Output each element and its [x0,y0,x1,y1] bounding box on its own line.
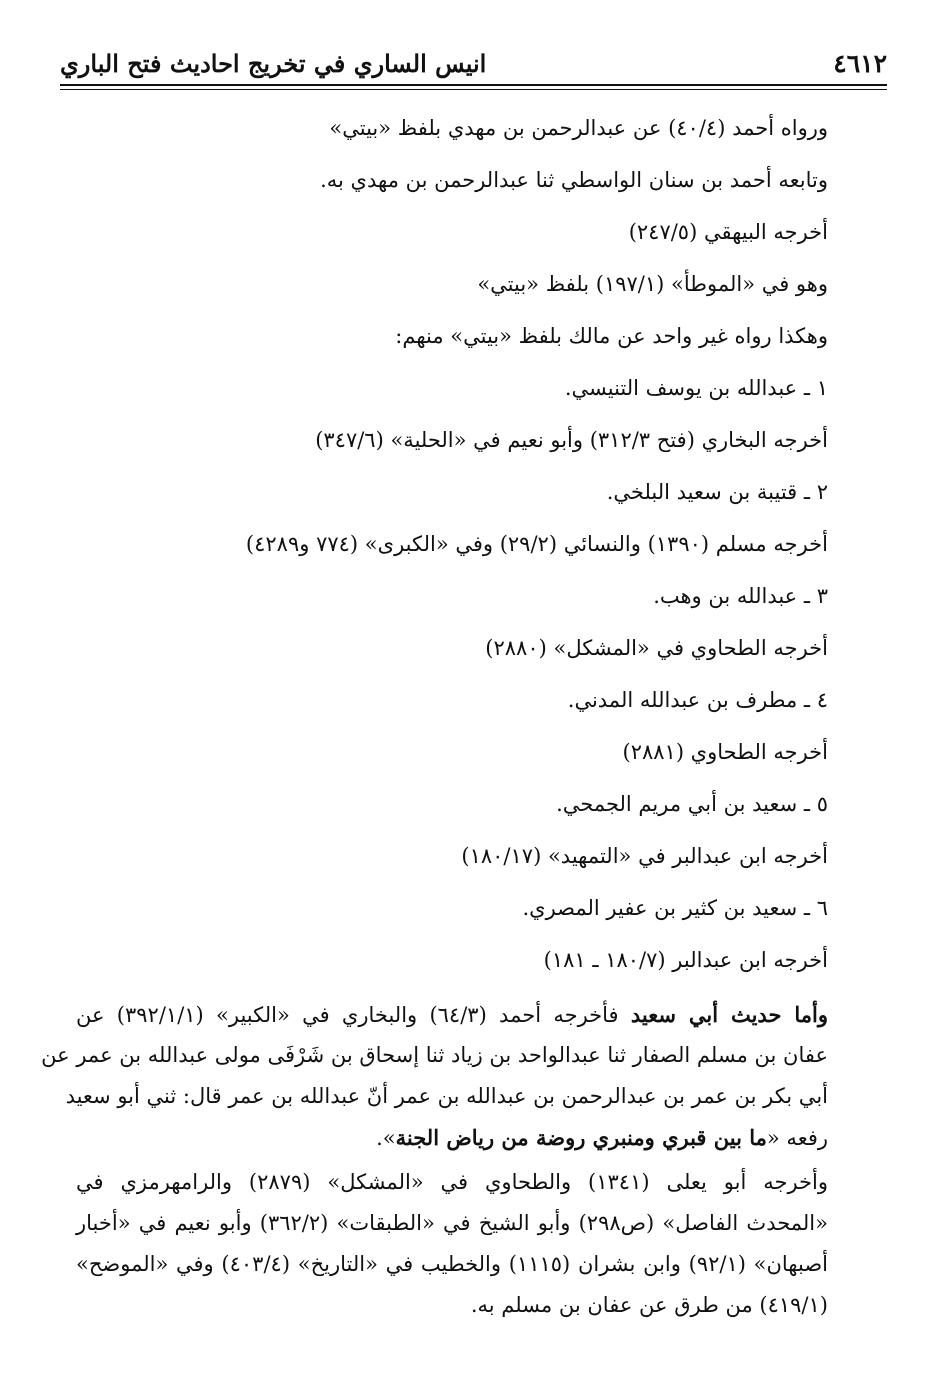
text-line: أخرجه الطحاوي في «المشكل» (٢٨٨٠) [485,636,828,660]
text-line: أخرجه مسلم (١٣٩٠) والنسائي (٢٩/٢) وفي «الكبرى» (٧٧٤ و٤٢٨٩) [245,532,828,556]
list-item-heading: ٤ ـ مطرف بن عبدالله المدني. [567,688,828,712]
text-line: أخرجه البيهقي (٢٤٧/٥) [628,220,828,244]
page-body [76,102,828,986]
list-item-heading: ٢ ـ قتيبة بن سعيد البلخي. [606,480,828,504]
text-line: أخرجه الطحاوي (٢٨٨١) [622,740,828,764]
text-line: أخرجه ابن عبدالبر في «التمهيد» (١٨٠/١٧) [461,844,828,868]
running-title: انيس الساري في تخريج احاديث فتح الباري [60,49,487,78]
page-header [60,44,887,88]
paragraph-text: ». [376,1126,396,1150]
paragraph-line: وأخرجه أبو يعلى (١٣٤١) والطحاوي في «المشكل» (٢٨٧٩) والرامهرمزي في [76,1170,828,1194]
text-line: وتابعه أحمد بن سنان الواسطي ثنا عبدالرحمن بن مهدي به. [320,168,828,192]
text-line: ورواه أحمد (٤٠/٤) عن عبدالرحمن بن مهدي بلفظ «بيتي» [329,116,828,140]
paragraph-line: «المحدث الفاصل» (ص٢٩٨) وأبو الشيخ في «الطبقات» (٣٦٢/٢) وأبو نعيم في «أخبار [76,1211,828,1235]
paragraph-line: أصبهان» (٩٢/١) وابن بشران (١١١٥) والخطيب في «التاريخ» (٤٠٣/٤) وفي «الموضح» [76,1252,828,1276]
paragraph-line [76,994,828,1035]
paragraph-line: (٤١٩/١) من طرق عن عفان بن مسلم به. [470,1293,828,1317]
page-number: ٤٦١٢ [833,49,887,78]
paragraph-line [76,1117,828,1158]
paragraph-line: أبي بكر بن عمر بن عبدالرحمن بن عبدالله بن عمر أنّ عبدالله بن عمر قال: ثني أبو سعيد [65,1084,828,1108]
list-item-heading: ٦ ـ سعيد بن كثير بن عفير المصري. [522,896,828,920]
text-line: وهكذا رواه غير واحد عن مالك بلفظ «بيتي» منهم: [395,324,828,348]
text-line: أخرجه البخاري (فتح ٣١٢/٣) وأبو نعيم في «الحلية» (٣٤٧/٦) [315,428,828,452]
paragraph-abu-said [41,994,828,1158]
paragraph-text: فأخرجه أحمد (٦٤/٣) والبخاري في «الكبير» (٣٩٢/١/١) عن [76,1003,631,1027]
hadith-text: ما بين قبري ومنبري روضة من رياض الجنة [395,1125,767,1150]
header-rule-thin [60,89,887,90]
list-item-heading: ٥ ـ سعيد بن أبي مريم الجمحي. [556,792,828,816]
paragraph-text: رفعه « [766,1126,828,1150]
header-rule [60,84,887,86]
text-line: أخرجه ابن عبدالبر (١٨٠/٧ ـ ١٨١) [543,948,828,972]
list-item-heading: ٣ ـ عبدالله بن وهب. [653,584,828,608]
paragraph-takhrij [76,1162,828,1326]
text-line: وهو في «الموطأ» (١٩٧/١) بلفظ «بيتي» [477,272,828,296]
bold-lead: وأما حديث أبي سعيد [630,1002,828,1027]
paragraph-line: عفان بن مسلم الصفار ثنا عبدالواحد بن زياد ثنا إسحاق بن شَرْفَى مولى عبدالله بن عمر عن [41,1043,828,1067]
list-item-heading: ١ ـ عبدالله بن يوسف التنيسي. [564,376,828,400]
